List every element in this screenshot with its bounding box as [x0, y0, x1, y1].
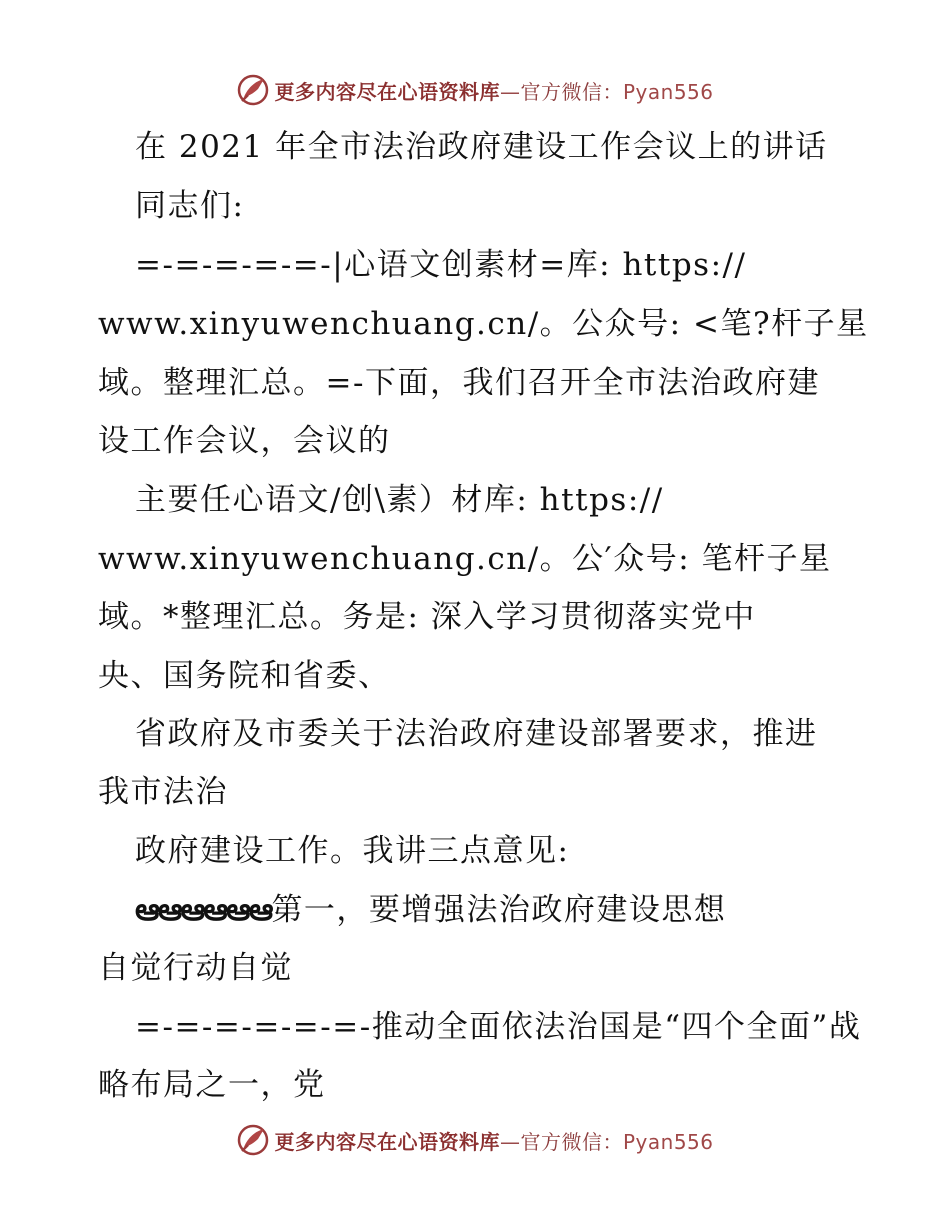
text-line: 政府建设工作。我讲三点意见: — [135, 833, 570, 869]
text-line: 我市法治 — [98, 774, 228, 810]
text-line: www.xinyuwenchuang.cn/。公′众号: 笔杆子星 — [98, 541, 832, 577]
ornament-glyphs: ఆఆఆఆఆఆ — [135, 892, 272, 928]
text-line: 省政府及市委关于法治政府建设部署要求，推进 — [135, 716, 818, 752]
text-line: 略布局之一，党 — [98, 1067, 326, 1103]
salutation: 同志们: — [135, 188, 245, 224]
text-line: 设工作会议，会议的 — [98, 423, 391, 459]
pen-logo-icon — [236, 73, 270, 107]
text-line: =-=-=-=-=-|心语文创素材=库: https:// — [135, 247, 747, 283]
text-line: =-=-=-=-=-=-推动全面依法治国是“四个全面”战 — [135, 1009, 862, 1045]
text-line: 域。整理汇总。=-下面，我们召开全市法治政府建 — [98, 365, 820, 401]
watermark-text: 更多内容尽在心语资料库—官方微信：Pyan556 — [274, 1129, 714, 1154]
pen-logo-icon — [236, 1123, 270, 1157]
footer-watermark — [0, 1120, 950, 1160]
text-line: 央、国务院和省委、 — [98, 658, 391, 694]
section-heading: ఆఆఆఆఆఆ第一，要增强法治政府建设思想 — [135, 892, 727, 928]
watermark-text: 更多内容尽在心语资料库—官方微信：Pyan556 — [274, 79, 714, 104]
text-line: www.xinyuwenchuang.cn/。公众号: <笔?杆子星 — [98, 306, 869, 342]
text-line: 自觉行动自觉 — [98, 950, 293, 986]
text-line: 主要任心语文/创\素）材库: https:// — [135, 482, 664, 518]
header-watermark — [0, 70, 950, 110]
text-line: 域。*整理汇总。务是: 深入学习贯彻落实党中 — [98, 599, 756, 635]
document-title: 在 2021 年全市法治政府建设工作会议上的讲话 — [135, 129, 828, 165]
